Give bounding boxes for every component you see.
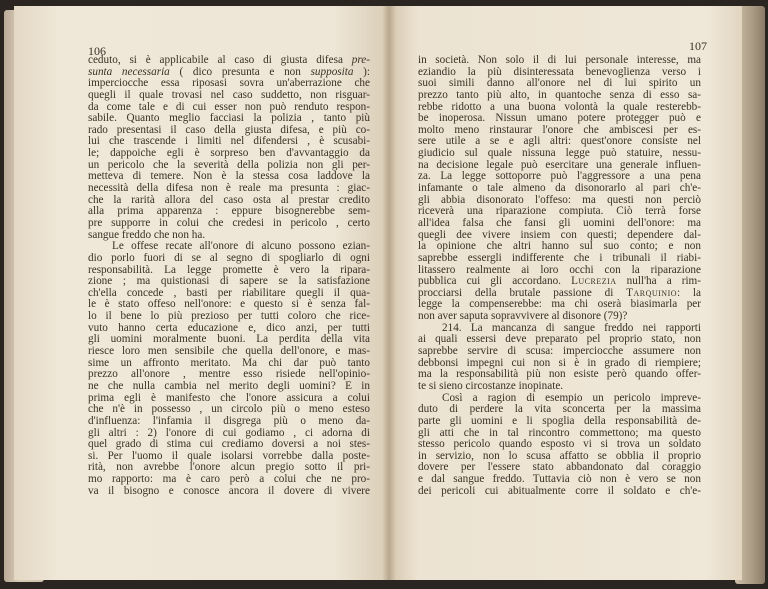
text-line: metteva di temere. Non è la stessa cosa laddove la [88,171,370,183]
italic-text: sunta necessaria [88,66,170,78]
text-line: gli abbia disonorato l'offeso: ma questi non perciò [418,194,701,206]
text-line [418,381,701,393]
text-line: prezzo all'onore , mentre esso risiede nell'opinio- [88,369,370,381]
text-line: responsabilità. La legge promette è vero la ripara- [88,264,370,276]
text-line: si. Per l'uomo il quale isolarsi vorrebbe dalla poste- [88,450,370,462]
text-line [88,55,370,67]
text-line: prezzo tanto più alto, in quantoche senza di esso sa- [418,89,701,101]
text-line: giudicio sul quale nissuna legge può statuire, nessu- [418,148,701,160]
text-line: litassero realmente ai loro occhi con la riparazione [418,264,701,276]
text-segment: sangue freddo che non ha. [88,229,206,241]
text-line: d'influenza: l'infamia il disgrega più o meno da- [88,415,370,427]
text-line: gli altri : 2) l'onore di cui godiamo , ci adorna di [88,427,370,439]
text-line: debbonsi impegni cui non si è in grado di riempiere; [418,357,701,369]
text-line: sabile. Quanto meglio facciasi la polizia , tanto più [88,113,370,125]
text-line: dei pericoli cui abitualmente corre il soldato e ch'e- [418,485,701,497]
text-line: dovere per l'essere stato abbandonato dal coraggio [418,462,701,474]
text-line: che la rarità allora del caso osta al prestar credito [88,194,370,206]
text-segment: te si sieno circostanze inopinate. [418,380,564,392]
page-number-left: 106 [88,44,106,58]
text-line [418,276,701,288]
text-segment: 214. La mancanza di sangue freddo nei rapporti [442,322,701,334]
text-line: quegli dee vivere insiem con questi; dependere dal- [418,229,701,241]
text-line: na decisione legale può esercitare una generale influen- [418,159,701,171]
right-page-text [418,55,701,497]
text-line: gli uomini moralmente buoni. La perdita della vita [88,334,370,346]
text-segment: Le offese recate all'onore di alcuno possono ezian- [112,241,370,253]
text-line: rebbe ridotto a una buona volontà la quale resterebb- [418,101,701,113]
text-line: all'idea falsa che fansi gli uomini dell'onore: ma [418,217,701,229]
text-line: infamante o tale almeno da disonorarlo al pari ch'e- [418,183,701,195]
small-caps-name: Lucrezia [571,276,617,288]
text-line: e dal sangue freddo. Tuttavia ciò non è vero se non [418,474,701,486]
text-line: sime un affronto meritato. Ma chi dar può tanto [88,357,370,369]
text-line: le; dappoiche egli è sorpreso ben d'avvantaggio da [88,148,370,160]
text-line: va il bisogno e conosce ancora il dovere di vivere [88,485,370,497]
text-line: necessità della difesa non è reale ma presunta : giac- [88,183,370,195]
text-line: suoi simili danno all'onore nel di lui spirito un [418,78,701,90]
text-segment: null'ha a rim- [616,276,701,288]
italic-text: supposita [310,66,354,78]
text-line: eziandio la più disinteressata benevoglienza verso i [418,66,701,78]
text-line: lo il bene lo più prezioso per tutti coloro che rice- [88,311,370,323]
text-segment: pubblica cui gli accordano. [418,276,572,288]
text-line: duto di perdere la vita sconcerta per la massima [418,404,701,416]
text-line: ne che nulla cambia nel merito degli uomini? E in [88,380,370,392]
text-line: da come tale e di cui esser non può renduto respon- [88,101,370,113]
left-page-text [88,55,370,497]
text-line [88,241,370,253]
text-line: in servizio, non lo scusa affatto se obblia il proprio [418,450,701,462]
text-line [88,67,370,79]
text-segment: procciarsi della brutale passione di [418,287,627,299]
text-segment: ): [353,66,370,78]
text-line: riesce loro men sensibile che quella dell'onore, e mas- [88,346,370,358]
text-line: dio porlo fuori di se al segno di spogliarlo di ogni [88,252,370,264]
italic-text: pre- [351,55,370,66]
book-gutter [383,6,395,580]
text-line: za. La legge sottoporre può l'aggressore a una pena [418,171,701,183]
text-line: un pericolo che la severità della polizia non gli per- [88,159,370,171]
text-line: le è stato offeso nell'onore: e questo si è senza fal- [88,299,370,311]
text-line: che n'è in possesso , un circolo più o meno esteso [88,404,370,416]
text-line: be inoperosa. Nissun umano potere protegger può e [418,113,701,125]
text-line: quegli il quale trovasi nel caso suddetto, non risguar- [88,89,370,101]
text-line [418,311,701,323]
text-line: parte gli uomini e li spoglia della responsabilità de- [418,415,701,427]
page-number-right: 107 [689,39,707,53]
text-line [88,230,370,242]
text-line: ma la responsabilità più non esiste però quando offer- [418,369,701,381]
text-line: ch'ella concede , basti per riabilitare quegli il qua- [88,287,370,299]
text-line: prima egli è manifesto che l'onore assicura a colui [88,392,370,404]
text-line: rado presentasi il caso della giusta difesa, e più co- [88,124,370,136]
text-line: saprebbe essergli indifferente che i tribunali il riabi- [418,252,701,264]
text-segment: ( dico presunta e non [169,66,311,78]
text-line: gli atti che in tal rincontro commettono; ma questo [418,427,701,439]
text-line: pre supporre in colui che credesi in pericolo , certo [88,217,370,229]
text-line: la opinione che altri hanno sul suo conto; e non [418,241,701,253]
text-line [418,288,701,300]
text-line: mo rapporto: ma è caro però a colui che ne pro- [88,474,370,486]
text-line: legge la compenserebbe: ma chi oserà biasimarla per [418,299,701,311]
text-line: in società. Non solo il di lui personale interesse, ma [418,55,701,66]
text-segment: : la [677,287,701,299]
text-line: sere utile a se e agli altri: quest'onore consiste nel [418,136,701,148]
text-line: rità, non avrebbe l'onore alcun pregio sotto il pri- [88,462,370,474]
text-line [418,323,701,335]
text-segment: Così a ragion di esempio un pericolo impreve- [442,392,701,404]
text-line: vuto hanno certa educazione e, dico anzi, per tutti [88,322,370,334]
text-line [418,393,701,405]
text-line: riceverà una riparazione compiuta. Ciò terrà forse [418,206,701,218]
text-line: ai quali essersi deve preparato pel proprio stato, non [418,334,701,346]
small-caps-name: Tarquinio [626,287,678,299]
text-line: zione ; ma quistionasi di sapere se la satisfazione [88,276,370,288]
text-segment: non aver saputa sopravvivere al disonore (79)? [418,311,628,323]
text-line: quel grado di stima cui crediamo doversi a noi stes- [88,439,370,451]
text-line: lui che trascende i limiti nel difendersi , è scusabi- [88,136,370,148]
text-line: imperciocche essa riposasi sovra un'aberrazione che [88,78,370,90]
text-line: molto meno rinstaurar l'onore che ambiscesi per es- [418,124,701,136]
text-line: alla prima apparenza : eppure bisognerebbe sem- [88,206,370,218]
text-segment: ceduto, si è applicabile al caso di giusta difesa [88,55,352,66]
text-line: saprebbe servire di scusa: imperciocche assumere non [418,346,701,358]
text-line: stesso pericolo quando esposto vi si trova un soldato [418,439,701,451]
